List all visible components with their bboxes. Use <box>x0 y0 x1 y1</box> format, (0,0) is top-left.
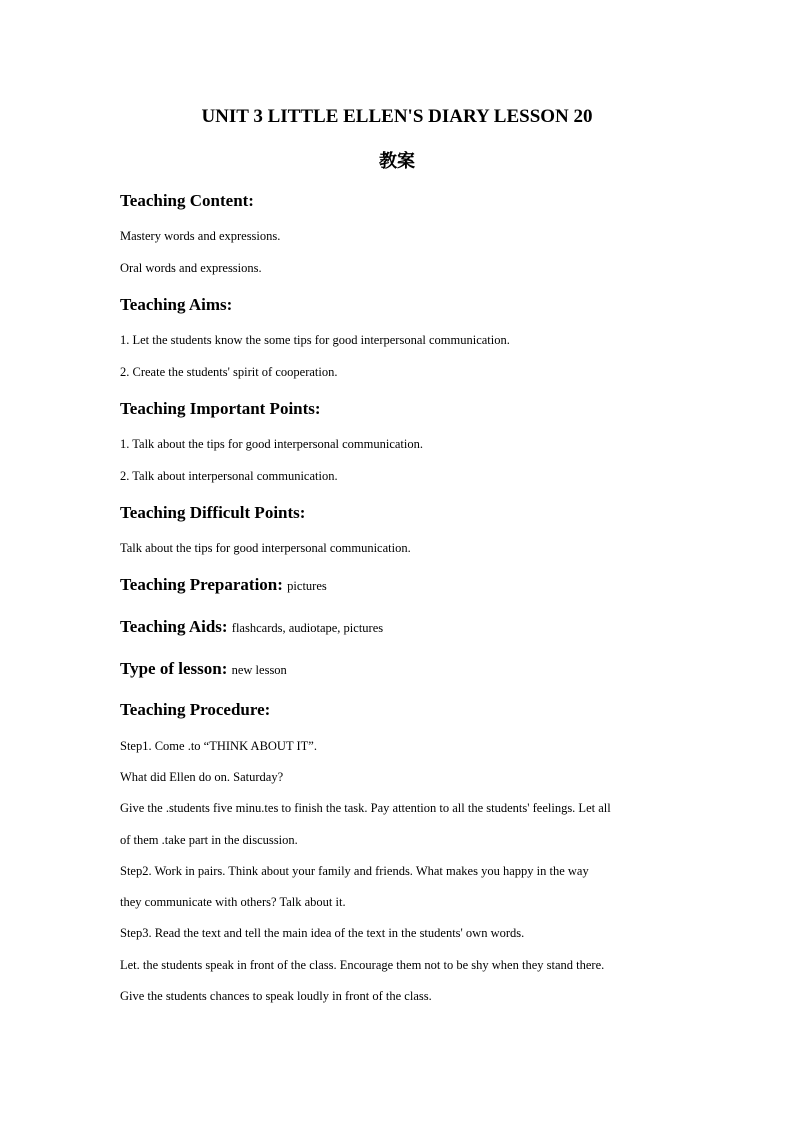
procedure-line: Step1. Come .to “THINK ABOUT IT”. <box>120 739 317 753</box>
procedure-heading: Teaching Procedure: <box>120 700 271 719</box>
aids-heading: Teaching Aids: <box>120 617 228 636</box>
content-item: Oral words and expressions. <box>120 261 262 275</box>
aims-heading: Teaching Aims: <box>120 295 233 314</box>
important-point-item: 1. Talk about the tips for good interpersonal communication. <box>120 437 423 451</box>
lesson-type-heading: Type of lesson: <box>120 659 228 678</box>
lesson-title: UNIT 3 LITTLE ELLEN'S DIARY LESSON 20 <box>201 106 593 127</box>
procedure-line: Give the .students five minu.tes to finish the task. Pay attention to all the students' feelings. Let all <box>120 801 611 815</box>
procedure-line: Step3. Read the text and tell the main idea of the text in the students' own words. <box>120 926 525 940</box>
procedure-line: Step2. Work in pairs. Think about your family and friends. What makes you happy in the way <box>120 864 589 878</box>
preparation-heading: Teaching Preparation: <box>120 575 283 594</box>
aims-item: 2. Create the students' spirit of cooperation. <box>120 365 338 379</box>
aids-line <box>120 617 694 637</box>
important-points-heading: Teaching Important Points: <box>120 399 321 418</box>
preparation-value: pictures <box>287 579 327 593</box>
procedure-line: Let. the students speak in front of the class. Encourage them not to be shy when they stand there. <box>120 958 605 972</box>
content-heading: Teaching Content: <box>120 191 254 210</box>
difficult-point-item: Talk about the tips for good interpersonal communication. <box>120 541 411 555</box>
procedure-line: Give the students chances to speak loudly in front of the class. <box>120 989 432 1003</box>
difficult-points-heading: Teaching Difficult Points: <box>120 503 306 522</box>
procedure-line: What did Ellen do on. Saturday? <box>120 770 284 784</box>
lesson-type-line <box>120 659 694 679</box>
aids-value: flashcards, audiotape, pictures <box>231 621 384 635</box>
aims-item: 1. Let the students know the some tips for good interpersonal communication. <box>120 333 510 347</box>
content-item: Mastery words and expressions. <box>120 229 281 243</box>
procedure-line: of them .take part in the discussion. <box>120 833 298 847</box>
procedure-line: they communicate with others? Talk about it. <box>120 895 346 909</box>
lesson-type-value: new lesson <box>231 663 287 677</box>
important-point-item: 2. Talk about interpersonal communication. <box>120 469 338 483</box>
lesson-subtitle: 教案 <box>379 151 415 172</box>
preparation-line <box>120 575 694 595</box>
